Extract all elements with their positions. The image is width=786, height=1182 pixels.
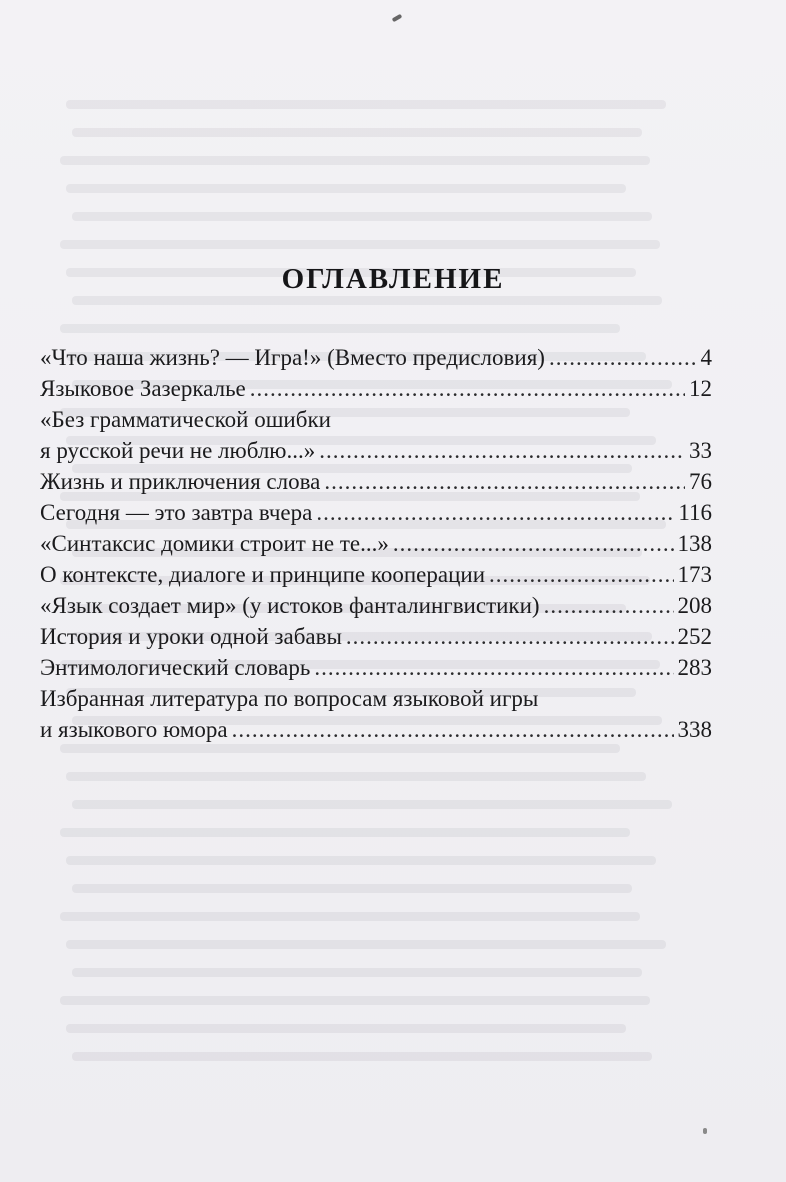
toc-entry-page-number: 12 xyxy=(689,376,712,401)
dot-leader xyxy=(393,528,674,559)
toc-entry-title: «Язык создает мир» (у истоков фанталингвистики) xyxy=(40,593,540,618)
toc-entry-row xyxy=(40,373,712,404)
toc-entry-row xyxy=(40,528,712,559)
bleed-line xyxy=(60,828,630,837)
toc-entry-page-number: 33 xyxy=(689,438,712,463)
toc-entry-row xyxy=(40,435,712,466)
bleed-line xyxy=(72,128,642,137)
dot-leader xyxy=(232,714,674,745)
toc-entry-page-number: 208 xyxy=(677,593,712,618)
toc-entry-row xyxy=(40,497,712,528)
dot-leader xyxy=(489,559,673,590)
dot-leader xyxy=(544,590,674,621)
toc-entry xyxy=(40,497,712,528)
dot-leader xyxy=(316,497,674,528)
bleed-line xyxy=(72,884,632,893)
toc-entry-title: «Синтаксис домики строит не те...» xyxy=(40,531,389,556)
dot-leader xyxy=(314,652,673,683)
toc-entry xyxy=(40,559,712,590)
toc-entry-title: Энтимологический словарь xyxy=(40,655,311,680)
bleed-line xyxy=(72,800,672,809)
toc-entry-title-line: «Без грамматической ошибки xyxy=(40,407,331,432)
toc-entry-title: Жизнь и приключения слова xyxy=(40,469,321,494)
bleed-line xyxy=(72,212,652,221)
dot-leader xyxy=(319,435,685,466)
ink-speck xyxy=(703,1128,707,1134)
toc-entry xyxy=(40,404,712,466)
toc-entry-row xyxy=(40,652,712,683)
toc-entry xyxy=(40,373,712,404)
bleed-line xyxy=(60,156,650,165)
toc-entry xyxy=(40,342,712,373)
toc-entry xyxy=(40,652,712,683)
bleed-line xyxy=(60,912,640,921)
dot-leader xyxy=(346,621,674,652)
bleed-line xyxy=(66,184,626,193)
toc-entry-page-number: 76 xyxy=(689,469,712,494)
bleed-line xyxy=(60,324,620,333)
toc-heading: ОГЛАВЛЕНИЕ xyxy=(281,263,505,295)
toc-entry-page-number: 173 xyxy=(677,562,712,587)
ink-speck xyxy=(392,14,403,22)
toc-entry-page-number: 4 xyxy=(700,345,712,370)
bleed-line xyxy=(72,296,662,305)
toc-entry-row xyxy=(40,559,712,590)
bleed-line xyxy=(72,1052,652,1061)
toc-entry-row xyxy=(40,342,712,373)
toc-entry-title-line: Избранная литература по вопросам языковой игры xyxy=(40,686,539,711)
toc-entry-page-number: 283 xyxy=(677,655,712,680)
toc-list xyxy=(40,342,712,745)
toc-entry-title: я русской речи не люблю...» xyxy=(40,438,316,463)
bleed-line xyxy=(60,744,620,753)
toc-entry xyxy=(40,466,712,497)
bleed-line xyxy=(66,940,666,949)
toc-entry-title: «Что наша жизнь? — Игра!» (Вместо предисловия) xyxy=(40,345,545,370)
toc-entry-row xyxy=(40,714,712,745)
bleed-line xyxy=(72,968,642,977)
toc-entry-row xyxy=(40,590,712,621)
toc-entry-page-number: 138 xyxy=(677,531,712,556)
bleed-line xyxy=(60,996,650,1005)
bleed-line xyxy=(66,856,656,865)
toc-entry-row xyxy=(40,621,712,652)
dot-leader xyxy=(549,342,697,373)
bleed-line xyxy=(66,100,666,109)
toc-entry xyxy=(40,683,712,745)
toc-entry-page-number: 338 xyxy=(677,717,712,742)
toc-entry-title: Сегодня — это завтра вчера xyxy=(40,500,313,525)
toc-entry-title: История и уроки одной забавы xyxy=(40,624,342,649)
toc-entry-page-number: 252 xyxy=(677,624,712,649)
toc-entry-title: Языковое Зазеркалье xyxy=(40,376,246,401)
toc-entry xyxy=(40,528,712,559)
toc-entry-title: О контексте, диалоге и принципе кооперации xyxy=(40,562,486,587)
bleed-line xyxy=(66,1024,626,1033)
dot-leader xyxy=(250,373,685,404)
toc-entry-page-number: 116 xyxy=(678,500,712,525)
toc-entry-title: и языкового юмора xyxy=(40,717,228,742)
toc-entry xyxy=(40,621,712,652)
toc-entry xyxy=(40,590,712,621)
bleed-line xyxy=(66,772,646,781)
toc-entry-row xyxy=(40,466,712,497)
dot-leader xyxy=(324,466,685,497)
bleed-line xyxy=(60,240,660,249)
